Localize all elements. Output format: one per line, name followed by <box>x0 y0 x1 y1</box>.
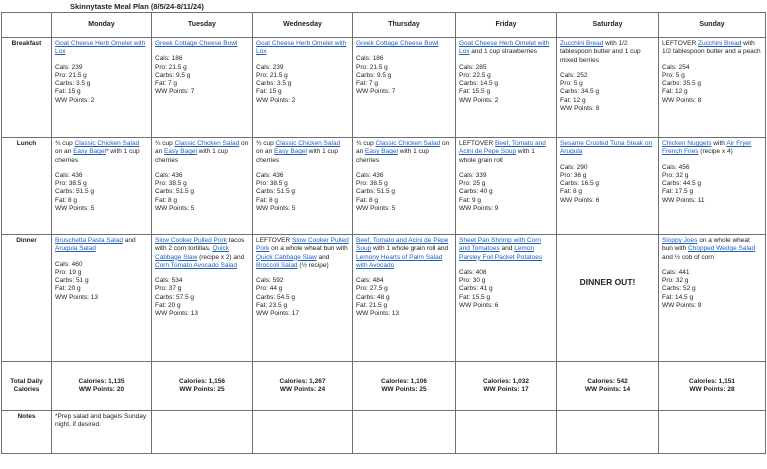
notes-cell <box>456 411 557 454</box>
meal-text: with 1/2 tablespoon butter and 1 cup mixed berries <box>560 40 641 64</box>
recipe-link[interactable]: Slow Cooker Pulled Pork <box>256 237 349 253</box>
recipe-link[interactable]: Chicken Nuggets <box>662 140 712 147</box>
nutrition-line: Fat: 8 g <box>560 188 583 196</box>
nutrition-line: Cals: 436 <box>256 171 284 179</box>
recipe-link[interactable]: Broccoli Salad <box>256 261 298 269</box>
nutrition-line: WW Points: 8 <box>560 105 600 113</box>
spacer <box>459 57 553 64</box>
meal-cell <box>659 38 766 138</box>
meal-text: on an <box>356 140 450 156</box>
meal-text: (½ recipe) <box>297 261 329 269</box>
nutrition-line: Fat: 8 g <box>155 196 178 204</box>
total-cell <box>456 362 557 411</box>
nutrition-line: Pro: 5 g <box>560 80 583 88</box>
nutrition-line: Cals: 252 <box>560 71 588 79</box>
meal-cell <box>456 235 557 362</box>
meal-cell <box>253 38 353 138</box>
nutrition-line: Fat: 8 g <box>356 196 379 204</box>
nutrition-line: Cals: 441 <box>662 268 690 276</box>
nutrition-line: WW Points: 13 <box>155 310 198 318</box>
recipe-link[interactable]: Arugula Salad <box>55 245 96 253</box>
nutrition-line: Cals: 436 <box>55 171 83 179</box>
meal-cell <box>659 138 766 235</box>
nutrition-line: WW Points: 17 <box>256 310 299 318</box>
meal-cell <box>253 138 353 235</box>
total-points: WW Points: 25 <box>179 386 225 393</box>
total-calories: Calories: 1,135 <box>78 377 125 385</box>
nutrition-line: Pro: 21.5 g <box>356 63 388 71</box>
spacer <box>356 270 452 277</box>
dinner-row <box>2 235 766 362</box>
notes-cell <box>152 411 253 454</box>
recipe-link[interactable]: Goat Cheese Herb Omelet with Lox <box>55 40 146 56</box>
meal-text: with 1 whole grain roll and <box>371 245 449 253</box>
nutrition-line: Pro: 38.5 g <box>55 180 87 188</box>
nutrition-line: Carbs: 54.5 g <box>256 293 296 301</box>
spacer <box>560 65 655 72</box>
nutrition-line: Pro: 36 g <box>560 171 587 179</box>
meal-text: on an <box>155 140 249 156</box>
nutrition-line: WW Points: 7 <box>155 88 195 96</box>
recipe-link[interactable]: Classic Chicken Salad <box>275 140 341 147</box>
spacer <box>155 165 249 172</box>
total-calories: Calories: 1,267 <box>279 377 326 385</box>
dinner-out-label: DINNER OUT! <box>579 277 636 287</box>
nutrition-line: WW Points: 13 <box>55 293 98 301</box>
recipe-link[interactable]: Greek Cottage Cheese Bowl <box>356 40 439 47</box>
meal-cell <box>557 235 659 362</box>
meal-text: ¾ cup <box>256 140 276 147</box>
nutrition-line: Cals: 436 <box>356 171 384 179</box>
recipe-link[interactable]: Classic Chicken Salad <box>74 140 140 147</box>
meal-description <box>459 140 553 165</box>
spacer <box>459 165 553 172</box>
meal-description <box>560 140 655 157</box>
nutrition-line: Carbs: 51.5 g <box>55 188 95 196</box>
recipe-link[interactable]: Easy Bagel <box>274 148 307 156</box>
meal-text: and <box>122 237 136 244</box>
meal-description <box>662 140 762 157</box>
meal-text: ¾ cup <box>155 140 175 147</box>
day-header: Friday <box>456 13 557 38</box>
day-header: Wednesday <box>253 13 353 38</box>
meal-cell <box>659 235 766 362</box>
recipe-link[interactable]: Quick Cabbage Slaw <box>256 253 317 261</box>
meal-text: ¾ cup <box>55 140 75 147</box>
total-calories: Calories: 1,032 <box>483 377 529 385</box>
meal-text: ¾ cup <box>356 140 376 147</box>
meal-description <box>155 237 249 270</box>
nutrition-line: Fat: 15 g <box>256 88 282 96</box>
meal-description <box>356 237 452 270</box>
nutrition-line: Carbs: 35.5 g <box>662 80 702 88</box>
meal-text: with 1 cup cherries <box>356 148 430 164</box>
nutrition-line: WW Points: 2 <box>459 96 499 104</box>
nutrition-line: WW Points: 2 <box>55 96 95 104</box>
nutrition-line: Fat: 23.5 g <box>256 302 288 310</box>
meal-cell <box>557 38 659 138</box>
nutrition-line: Fat: 15.5 g <box>459 293 491 301</box>
nutrition-line: Cals: 285 <box>459 63 487 71</box>
meal-cell <box>152 235 253 362</box>
recipe-link[interactable]: Classic Chicken Salad <box>174 140 240 147</box>
meal-description <box>55 140 148 165</box>
meal-cell <box>52 38 152 138</box>
meal-text: with <box>711 140 727 147</box>
nutrition-line: Cals: 436 <box>155 171 183 179</box>
total-points: WW Points: 28 <box>689 386 735 393</box>
meal-text: on an <box>55 148 74 156</box>
recipe-link[interactable]: Chopped Wedge Salad <box>688 245 756 253</box>
nutrition-line: Pro: 21.5 g <box>55 71 87 79</box>
nutrition-line: Carbs: 3.5 g <box>55 80 91 88</box>
nutrition-line: Pro: 38.5 g <box>256 180 288 188</box>
recipe-link[interactable]: Sesame Crusted Tuna Steak on Arugula <box>560 140 653 156</box>
nutrition-line: Pro: 38.5 g <box>155 180 187 188</box>
nutrition-line: Carbs: 40 g <box>459 188 493 196</box>
nutrition-line: Fat: 14.5 g <box>662 293 694 301</box>
meal-cell <box>152 38 253 138</box>
nutrition-line: Pro: 32 g <box>662 171 689 179</box>
nutrition-line: Fat: 20 g <box>55 285 81 293</box>
total-points: WW Points: 17 <box>483 386 529 393</box>
meal-text: tacos with 2 corn tortillas, <box>155 237 245 253</box>
nutrition-line: Fat: 17.5 g <box>662 188 694 196</box>
nutrition-line: Carbs: 9.5 g <box>356 71 392 79</box>
spacer <box>662 262 762 269</box>
nutrition-line: Fat: 8 g <box>256 196 279 204</box>
nutrition-line: Cals: 484 <box>356 277 384 285</box>
meal-cell <box>456 38 557 138</box>
meal-text: on a whole wheat bun with <box>662 237 750 253</box>
spacer <box>356 165 452 172</box>
recipe-link[interactable]: Goat Cheese Herb Omelet with Lox <box>256 40 347 56</box>
nutrition-line: Carbs: 41 g <box>459 285 493 293</box>
corner-cell <box>2 13 52 38</box>
total-calories: Calories: 1,106 <box>381 377 427 385</box>
nutrition-line: WW Points: 13 <box>356 310 399 318</box>
meal-description <box>256 237 349 270</box>
meal-text: with 1 whole grain roll <box>459 148 535 164</box>
meal-description <box>256 40 349 57</box>
meal-plan-table <box>1 12 766 454</box>
meal-text: LEFTOVER <box>459 140 496 147</box>
spacer <box>662 57 762 64</box>
nutrition-line: Pro: 25 g <box>459 180 486 188</box>
nutrition-line: Carbs: 51.5 g <box>356 188 396 196</box>
spacer <box>55 165 148 172</box>
recipe-link[interactable]: Lemony Hearts of Palm Salad with Avocado <box>356 253 443 269</box>
nutrition-line: Pro: 22.5 g <box>459 71 491 79</box>
meal-cell <box>557 138 659 235</box>
nutrition-line: WW Points: 7 <box>356 88 396 96</box>
meal-text: with 1 cup cherries <box>256 148 339 164</box>
nutrition-line: Cals: 254 <box>662 63 690 71</box>
notes-cell <box>353 411 456 454</box>
day-header: Tuesday <box>152 13 253 38</box>
nutrition-line: WW Points: 5 <box>155 205 195 213</box>
nutrition-line: Cals: 186 <box>155 55 183 63</box>
nutrition-line: Carbs: 44.5 g <box>662 180 702 188</box>
nutrition-line: Cals: 408 <box>459 268 487 276</box>
meal-text: on a whole wheat bun with <box>269 245 348 253</box>
header-row <box>2 13 766 38</box>
meal-description <box>55 237 148 254</box>
meal-text: (recipe x 4) <box>698 148 733 156</box>
total-points: WW Points: 14 <box>584 386 631 393</box>
nutrition-line: Pro: 5 g <box>662 71 685 79</box>
spacer <box>155 48 249 55</box>
nutrition-line: Pro: 30 g <box>459 277 486 285</box>
meal-cell <box>52 138 152 235</box>
recipe-link[interactable]: Lemon Parsley Foil Packet Potatoes <box>459 245 543 261</box>
notes-cell <box>557 411 659 454</box>
nutrition-line: Carbs: 48 g <box>356 293 390 301</box>
recipe-link[interactable]: Greek Cottage Cheese Bowl <box>155 40 238 47</box>
meal-text: LEFTOVER <box>256 237 293 244</box>
meal-text: and ½ cob of corn <box>662 253 715 261</box>
meal-description <box>356 40 452 48</box>
notes-cell <box>253 411 353 454</box>
nutrition-line: Cals: 239 <box>55 63 83 71</box>
meal-description <box>155 40 249 48</box>
meal-description <box>459 237 553 262</box>
recipe-link[interactable]: Beef, Tomato and Acini de Pepe Soup <box>459 140 546 156</box>
meal-description <box>662 40 762 57</box>
nutrition-line: Fat: 8 g <box>55 196 78 204</box>
nutrition-line: Fat: 20 g <box>155 302 181 310</box>
nutrition-line: WW Points: 6 <box>459 302 499 310</box>
nutrition-line: WW Points: 8 <box>662 96 702 104</box>
nutrition-line: Cals: 456 <box>662 163 690 171</box>
nutrition-line: Fat: 15 g <box>55 88 81 96</box>
meal-text: * with 1 cup cherries <box>55 148 140 164</box>
nutrition-line: WW Points: 9 <box>662 302 702 310</box>
day-header: Sunday <box>659 13 766 38</box>
row-label-total: Total Daily Calories <box>2 362 52 411</box>
recipe-link[interactable]: Corn Tomato Avocado Salad <box>155 261 238 269</box>
meal-description <box>662 237 762 262</box>
day-header: Thursday <box>353 13 456 38</box>
spacer <box>55 254 148 261</box>
nutrition-line: Carbs: 9.5 g <box>155 71 191 79</box>
nutrition-line: Carbs: 34.5 g <box>560 88 600 96</box>
spacer <box>356 48 452 55</box>
nutrition-line: Carbs: 52 g <box>662 285 696 293</box>
breakfast-row <box>2 38 766 138</box>
meal-text: LEFTOVER <box>662 40 699 47</box>
nutrition-line: Carbs: 51 g <box>55 277 89 285</box>
total-cell <box>52 362 152 411</box>
meal-text: with 1/2 tablespoon butter and a peach <box>662 40 761 56</box>
meal-description <box>155 140 249 165</box>
nutrition-line: Fat: 9 g <box>459 196 482 204</box>
nutrition-line: WW Points: 11 <box>662 196 705 204</box>
row-label-breakfast: Breakfast <box>2 38 52 138</box>
day-header: Saturday <box>557 13 659 38</box>
total-points: WW Points: 20 <box>78 386 125 393</box>
recipe-link[interactable]: Goat Cheese Herb Omelet with Lox <box>459 40 550 56</box>
recipe-link[interactable]: Slow Cooker Pulled Pork <box>155 237 227 244</box>
nutrition-line: Pro: 38.5 g <box>356 180 388 188</box>
spacer <box>155 270 249 277</box>
total-cell <box>659 362 766 411</box>
row-label-dinner: Dinner <box>2 235 52 362</box>
recipe-link[interactable]: Quick Cabbage Slaw <box>155 245 230 261</box>
nutrition-line: Carbs: 51.5 g <box>155 188 195 196</box>
nutrition-line: Carbs: 51.5 g <box>256 188 296 196</box>
nutrition-line: Pro: 44 g <box>256 285 283 293</box>
spacer <box>256 57 349 64</box>
meal-cell <box>353 235 456 362</box>
nutrition-line: Cals: 239 <box>256 63 284 71</box>
meal-description <box>256 140 349 165</box>
nutrition-line: WW Points: 9 <box>459 205 499 213</box>
meal-description <box>55 40 148 57</box>
meal-cell <box>253 235 353 362</box>
notes-cell: *Prep salad and bagels Sunday night, if desired. <box>52 411 152 454</box>
nutrition-line: Carbs: 16.5 g <box>560 180 600 188</box>
meal-text: and <box>499 245 515 253</box>
meal-description <box>459 40 553 57</box>
nutrition-line: Pro: 32 g <box>662 277 689 285</box>
nutrition-line: Cals: 290 <box>560 163 588 171</box>
meal-text: with 1 cup cherries <box>155 148 229 164</box>
meal-description <box>356 140 452 165</box>
nutrition-line: Pro: 21.5 g <box>256 71 288 79</box>
recipe-link[interactable]: Easy Bagel <box>365 148 398 156</box>
nutrition-line: Fat: 12 g <box>560 96 586 104</box>
nutrition-line: WW Points: 5 <box>256 205 296 213</box>
meal-cell <box>353 38 456 138</box>
row-label-notes: Notes <box>2 411 52 454</box>
nutrition-line: Carbs: 3.5 g <box>256 80 292 88</box>
nutrition-line: Pro: 27.5 g <box>356 285 388 293</box>
notes-cell <box>659 411 766 454</box>
nutrition-line: Cals: 186 <box>356 55 384 63</box>
spacer <box>560 157 655 164</box>
total-calories: Calories: 542 <box>587 377 628 385</box>
nutrition-line: Cals: 592 <box>256 277 284 285</box>
totals-row <box>2 362 766 411</box>
notes-row <box>2 411 766 454</box>
total-cell <box>253 362 353 411</box>
total-calories: Calories: 1,151 <box>689 377 735 385</box>
total-cell <box>557 362 659 411</box>
nutrition-line: Carbs: 14.5 g <box>459 80 499 88</box>
nutrition-line: Fat: 7 g <box>356 80 379 88</box>
nutrition-line: Fat: 15.5 g <box>459 88 491 96</box>
spacer <box>55 57 148 64</box>
nutrition-line: WW Points: 6 <box>560 196 600 204</box>
day-header: Monday <box>52 13 152 38</box>
meal-description <box>560 40 655 65</box>
meal-cell <box>152 138 253 235</box>
spacer <box>459 262 553 269</box>
nutrition-line: Cals: 534 <box>155 277 183 285</box>
nutrition-line: Pro: 37 g <box>155 285 182 293</box>
total-points: WW Points: 25 <box>381 386 427 393</box>
recipe-link[interactable]: Easy Bagel <box>73 148 106 156</box>
nutrition-line: Fat: 12 g <box>662 88 688 96</box>
recipe-link[interactable]: Classic Chicken Salad <box>375 140 441 147</box>
meal-text: and <box>316 253 330 261</box>
spacer <box>256 270 349 277</box>
meal-cell <box>52 235 152 362</box>
nutrition-line: WW Points: 5 <box>356 205 396 213</box>
spacer <box>256 165 349 172</box>
nutrition-line: Pro: 21.5 g <box>155 63 187 71</box>
nutrition-line: Cals: 460 <box>55 260 83 268</box>
meal-cell <box>456 138 557 235</box>
nutrition-line: Fat: 7 g <box>155 80 178 88</box>
recipe-link[interactable]: Zucchini Bread <box>698 40 742 47</box>
recipe-link[interactable]: Sloppy Joes <box>662 237 698 244</box>
meal-cell <box>353 138 456 235</box>
total-cell <box>353 362 456 411</box>
total-calories: Calories: 1,156 <box>179 377 225 385</box>
meal-text: and 1 cup strawberries <box>469 48 538 56</box>
nutrition-line: Cals: 339 <box>459 171 487 179</box>
recipe-link[interactable]: Bruschetta Pasta Salad <box>55 237 123 244</box>
recipe-link[interactable]: Zucchini Bread <box>560 40 604 47</box>
lunch-row <box>2 138 766 235</box>
nutrition-line: Carbs: 57.5 g <box>155 293 195 301</box>
nutrition-line: Fat: 21.5 g <box>356 302 388 310</box>
total-points: WW Points: 24 <box>279 386 326 393</box>
page-title: Skinnytaste Meal Plan (8/5/24-8/11/24) <box>70 2 204 11</box>
total-cell <box>152 362 253 411</box>
recipe-link[interactable]: Easy Bagel <box>164 148 197 156</box>
row-label-lunch: Lunch <box>2 138 52 235</box>
nutrition-line: Pro: 19 g <box>55 268 82 276</box>
recipe-link[interactable]: Beef, Tomato and Acini de Pepe Soup <box>356 237 449 253</box>
meal-text: (recipe x 2) and <box>197 253 245 261</box>
nutrition-line: WW Points: 5 <box>55 205 95 213</box>
spacer <box>662 157 762 164</box>
meal-text: on an <box>256 148 275 156</box>
recipe-link[interactable]: Sheet Pan Shrimp with Corn and Tomatoes <box>459 237 542 253</box>
recipe-link[interactable]: Air Fryer French Fries <box>662 140 752 156</box>
nutrition-line: WW Points: 2 <box>256 96 296 104</box>
